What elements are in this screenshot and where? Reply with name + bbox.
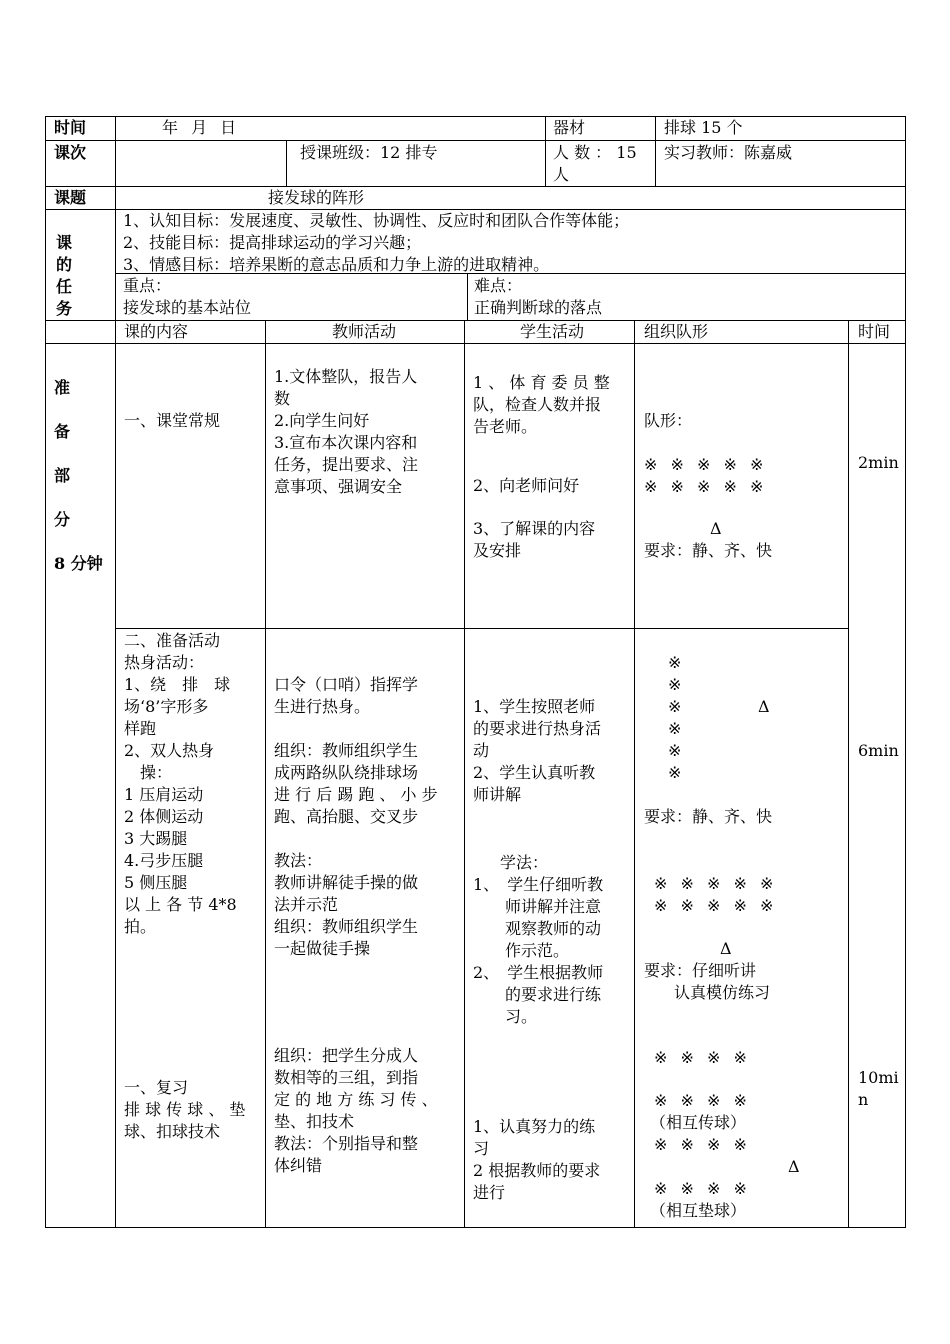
text-line: 组织：教师组织学生 (274, 917, 419, 936)
column-header-teacher: 教师活动 (332, 322, 397, 341)
text-line: 动 (473, 741, 490, 760)
formation-label: 队形： (644, 411, 693, 430)
row2-teacher-method (274, 850, 418, 960)
row1-student-activity (473, 372, 610, 438)
text-line: 教师讲解徒手操的做 (274, 873, 419, 892)
row2-teacher-command (274, 674, 418, 718)
text-line: 10mi (858, 1068, 899, 1087)
date-text: 年 月 日 (162, 118, 241, 137)
text-line: 观察教师的动 (473, 919, 602, 938)
pass-label: （相互传球） (650, 1113, 747, 1132)
task-goal: 1、认知目标：发展速度、灵敏性、协调性、反应时和团队合作等体能； (123, 211, 630, 230)
row2-content (124, 630, 237, 938)
text-line: 2、 学生根据教师 (473, 963, 604, 982)
student-count (553, 142, 637, 186)
student-count-line: 人 (553, 165, 570, 184)
task-goal: 2、技能目标：提高排球运动的学习兴趣； (123, 233, 422, 252)
dig-label: （相互垫球） (650, 1201, 747, 1220)
grid-line (848, 320, 849, 1227)
row1-teacher-activity (274, 366, 418, 498)
row1-student-greet: 2、向老师问好 (473, 476, 580, 495)
text-line: 操： (124, 763, 173, 782)
section-label-char: 备 (54, 422, 71, 441)
formation-requirement: 认真模仿练习 (674, 983, 771, 1002)
text-line: 队，检查人数并报 (473, 395, 602, 414)
text-line: 2 体侧运动 (124, 807, 204, 826)
key-point-value: 接发球的基本站位 (123, 298, 252, 317)
text-line: 二、准备活动 (124, 631, 221, 650)
text-line: 组织：教师组织学生 (274, 741, 419, 760)
text-line: 1、绕 排 球 (124, 675, 231, 694)
text-line: 排 球 传 球 、 垫 (124, 1100, 246, 1119)
grid-line (45, 343, 906, 344)
formation-requirement: 要求：静、齐、快 (644, 541, 773, 560)
section-label-char: 准 (54, 378, 71, 397)
text-line: 作示范。 (473, 941, 570, 960)
row2-teacher-organize (274, 740, 438, 828)
row3-teacher-activity (274, 1045, 438, 1177)
time-label: 时间 (54, 118, 87, 137)
text-line: 4.弓步压腿 (124, 851, 204, 870)
topic-label: 课题 (54, 188, 87, 207)
student-mark: ※ (668, 697, 682, 716)
grid-line (464, 320, 465, 1227)
section-label-char: 部 (54, 466, 71, 485)
student-mark: ※ (668, 653, 682, 672)
text-line: 告老师。 (473, 417, 538, 436)
topic-value: 接发球的阵形 (268, 188, 365, 207)
row1-time: 2min (858, 453, 899, 472)
grid-line (265, 320, 266, 1227)
column-formation (668, 652, 681, 784)
row3-time (858, 1067, 899, 1111)
text-line: 1 压肩运动 (124, 785, 204, 804)
text-line: 1.文体整队，报告人 (274, 367, 418, 386)
text-line: 2、双人热身 (124, 741, 215, 760)
section-label (54, 366, 103, 586)
text-line: 习。 (473, 1007, 538, 1026)
text-line: 3、了解课的内容 (473, 519, 596, 538)
text-line: 一、复习 (124, 1078, 189, 1097)
equipment-value: 排球 15 个 (664, 118, 743, 137)
row2-student-method (473, 874, 603, 1028)
text-line: 球、扣球技术 (124, 1122, 221, 1141)
grid-line (905, 116, 906, 1227)
text-line: 进行 (473, 1183, 506, 1202)
lesson-no-label: 课次 (54, 143, 87, 162)
grid-line (634, 320, 635, 1227)
formation-requirement: 要求：静、齐、快 (644, 807, 773, 826)
difficulty-value: 正确判断球的落点 (474, 298, 603, 317)
row2-student-activity (473, 696, 601, 806)
text-line: 5 侧压腿 (124, 873, 188, 892)
grid-line (115, 116, 116, 1227)
student-count-line: 人 数 ： 15 (553, 143, 637, 162)
formation-row: ※ ※ ※ ※ (654, 1135, 751, 1154)
formation-row: ※ ※ ※ ※ (654, 1091, 751, 1110)
difficulty-label: 难点： (474, 276, 523, 295)
text-line: 师讲解 (473, 785, 522, 804)
key-point (123, 275, 251, 319)
text-line: 1、学生按照老师 (473, 697, 596, 716)
formation-row: ※ ※ ※ ※ (654, 1179, 751, 1198)
row2-time: 6min (858, 741, 899, 760)
text-line: 任务，提出要求、注 (274, 455, 419, 474)
text-line: 教法： (274, 851, 323, 870)
text-line: 热身活动： (124, 653, 205, 672)
column-header-formation: 组织队形 (644, 322, 709, 341)
row2-student-method-title: 学法： (500, 853, 549, 872)
key-point-label: 重点： (123, 276, 172, 295)
text-line: 定 的 地 方 练 习 传 、 (274, 1090, 438, 1109)
formation-row: ※ ※ ※ ※ ※ (644, 455, 768, 474)
text-line: 2、学生认真听教 (473, 763, 596, 782)
tasks-label (56, 232, 72, 320)
text-line: 1、认真努力的练 (473, 1117, 596, 1136)
column-header-content: 课的内容 (124, 322, 189, 341)
text-line: 2.向学生问好 (274, 411, 370, 430)
section-duration: 8 分钟 (54, 554, 103, 573)
column-header-student: 学生活动 (520, 322, 585, 341)
text-line: 场‘8’字形多 (124, 697, 209, 716)
text-line: 1 、 体 育 委 员 整 (473, 373, 610, 392)
grid-line (115, 628, 848, 629)
column-header-time: 时间 (858, 322, 891, 341)
text-line: 的要求进行练 (473, 985, 602, 1004)
task-goal: 3、情感目标：培养果断的意志品质和力争上游的进取精神。 (123, 255, 550, 274)
tasks-label-char: 的 (56, 255, 73, 274)
text-line: 一起做徒手操 (274, 939, 371, 958)
student-mark: ※ (668, 719, 682, 738)
grid-line (467, 273, 468, 320)
grid-line (45, 186, 906, 187)
formation-row: ※ ※ ※ ※ ※ (644, 477, 768, 496)
text-line: 法并示范 (274, 895, 339, 914)
text-line: 的要求进行热身活 (473, 719, 602, 738)
formation-row: ※ ※ ※ ※ ※ (654, 874, 778, 893)
grid-line (286, 140, 287, 186)
text-line: 数相等的三组，到指 (274, 1068, 419, 1087)
teacher-position-icon: Δ (720, 939, 732, 958)
text-line: 口令（口哨）指挥学 (274, 675, 419, 694)
student-mark: ※ (668, 675, 682, 694)
class-text: 授课班级：12 排专 (300, 143, 438, 162)
text-line: 生进行热身。 (274, 697, 371, 716)
formation-row: ※ ※ ※ ※ ※ (654, 896, 778, 915)
text-line: 2 根据教师的要求 (473, 1161, 601, 1180)
row1-student-understand (473, 518, 595, 562)
grid-line (545, 116, 546, 186)
grid-line (45, 116, 46, 1227)
tasks-label-char: 课 (56, 233, 73, 252)
text-line: 组织：把学生分成人 (274, 1046, 419, 1065)
text-line: 样跑 (124, 719, 157, 738)
teacher-position-icon: Δ (758, 697, 770, 716)
text-line: 及安排 (473, 541, 522, 560)
row3-content (124, 1077, 245, 1143)
teacher-name: 实习教师：陈嘉威 (664, 143, 793, 162)
teacher-position-icon: Δ (788, 1157, 800, 1176)
equipment-label: 器材 (553, 118, 586, 137)
text-line: n (858, 1090, 869, 1109)
student-mark: ※ (668, 741, 682, 760)
text-line: 意事项、强调安全 (274, 477, 403, 496)
text-line: 习 (473, 1139, 490, 1158)
grid-line (655, 116, 656, 186)
text-line: 进 行 后 踢 跑 、 小 步 (274, 785, 438, 804)
grid-line (45, 1227, 906, 1228)
difficulty (474, 275, 602, 319)
text-line: 体纠错 (274, 1156, 323, 1175)
row1-content: 一、课堂常规 (124, 411, 221, 430)
section-label-char: 分 (54, 510, 71, 529)
text-line: 垫、扣技术 (274, 1112, 355, 1131)
text-line: 跑、高抬腿、交叉步 (274, 807, 419, 826)
task-goals (123, 210, 629, 276)
student-mark: ※ (668, 763, 682, 782)
tasks-label-char: 务 (56, 299, 73, 318)
text-line: 拍。 (124, 917, 157, 936)
teacher-position-icon: Δ (710, 519, 722, 538)
text-line: 师讲解并注意 (473, 897, 602, 916)
text-line: 教法：个别指导和整 (274, 1134, 419, 1153)
formation-requirement: 要求：仔细听讲 (644, 961, 757, 980)
row3-student-activity (473, 1116, 600, 1204)
grid-line (45, 140, 906, 141)
tasks-label-char: 任 (56, 277, 73, 296)
text-line: 成两路纵队绕排球场 (274, 763, 419, 782)
text-line: 1、 学生仔细听教 (473, 875, 604, 894)
text-line: 3.宣布本次课内容和 (274, 433, 418, 452)
text-line: 以 上 各 节 4*8 (124, 895, 237, 914)
text-line: 3 大踢腿 (124, 829, 188, 848)
text-line: 数 (274, 389, 291, 408)
formation-row: ※ ※ ※ ※ (654, 1048, 751, 1067)
